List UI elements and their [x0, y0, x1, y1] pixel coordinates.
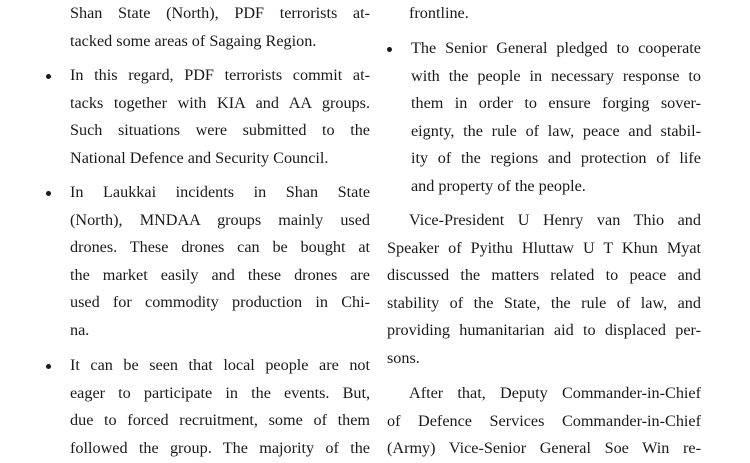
text-line: Such situations were submitted to the [70, 121, 370, 139]
text-line: na. [70, 320, 90, 339]
text-line: them in order to ensure forging sover- [411, 94, 701, 112]
bullet-icon [46, 364, 51, 369]
text-line: In Laukkai incidents in Shan State [70, 183, 370, 201]
text-line: It can be seen that local people are not [70, 356, 370, 374]
text-line: with the people in necessary response to [411, 66, 701, 85]
bullet-icon [387, 47, 392, 52]
text-line: used for commodity production in Chi- [70, 293, 370, 311]
text-line: eignty, the rule of law, peace and stabil- [411, 121, 701, 140]
text-line: After that, Deputy Commander-in-Chief [409, 384, 701, 402]
text-line: followed the group. The majority of the [70, 438, 370, 457]
text-line: Shan State (North), PDF terrorists at- [70, 4, 370, 22]
bullet-icon [46, 191, 51, 196]
text-line: drones. These drones can be bought at [70, 238, 370, 256]
text-line: frontline. [409, 4, 469, 22]
list-item [46, 352, 370, 462]
text-line: National Defence and Security Council. [70, 148, 329, 167]
text-line: eager to participate in the events. But, [70, 383, 370, 402]
text-line: (Army) Vice-Senior General Soe Win re- [387, 439, 701, 457]
right-continuation [409, 0, 701, 28]
text-line: Vice-President U Henry van Thio and [409, 211, 701, 229]
text-line: Speaker of Pyithu Hluttaw U T Khun Myat [387, 238, 701, 257]
text-line: The Senior General pledged to cooperate [411, 39, 701, 57]
paragraph [387, 207, 701, 372]
text-line: providing humanitarian aid to displaced per- [387, 321, 701, 339]
list-item [46, 62, 370, 172]
list-item [387, 35, 701, 200]
text-line: In this regard, PDF terrorists commit at- [70, 66, 370, 84]
left-continuation [46, 0, 370, 55]
text-line: due to forced recruitment, some of them [70, 411, 370, 429]
text-line: the market easily and these drones are [70, 265, 370, 284]
text-line: tacks together with KIA and AA groups. [70, 93, 370, 112]
text-line: discussed the matters related to peace and [387, 266, 701, 284]
list-item [46, 179, 370, 344]
paragraph [387, 380, 701, 463]
text-line: (North), MNDAA groups mainly used [70, 210, 370, 229]
text-line: and property of the people. [411, 176, 586, 195]
text-line: stability of the State, the rule of law, and [387, 293, 701, 312]
text-line: sons. [387, 348, 420, 367]
bullet-icon [46, 74, 51, 79]
text-line: ity of the regions and protection of life [411, 149, 701, 167]
text-line: of Defence Services Commander-in-Chief [387, 411, 701, 430]
text-line: tacked some areas of Sagaing Region. [70, 31, 317, 50]
